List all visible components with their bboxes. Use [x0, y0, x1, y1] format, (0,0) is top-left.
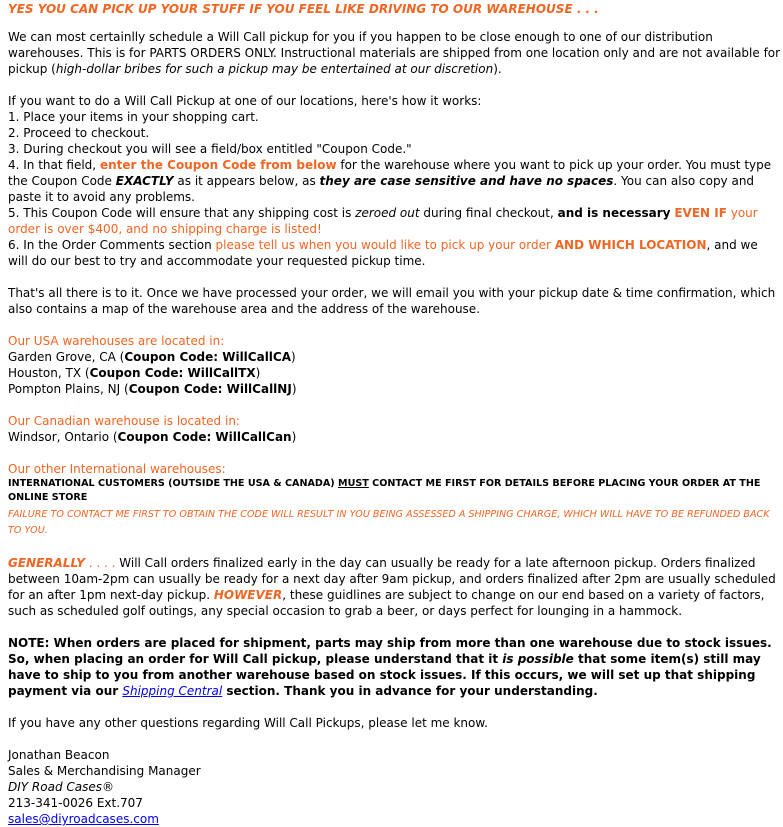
coupon-code: Coupon Code: WillCallCan: [117, 430, 292, 444]
thats-all-paragraph: That's all there is to it. Once we have processed your order, we will email you with your pickup date & time confirmation, which also contains a map of the warehouse area and the address of the warehouse.: [8, 286, 776, 316]
spacer: [8, 269, 781, 285]
howto-step-5: [8, 205, 781, 237]
howto-step-1: 1. Place your items in your shopping cart.: [8, 110, 259, 124]
signature: [8, 747, 781, 827]
warehouse-item: [8, 365, 781, 381]
note-text: NOTE: When orders are placed for shipment, parts may ship from more than one warehouse due to stock issues. So, when placing an order for Will Call pickup, please understand that it: [8, 636, 772, 666]
warehouse-item: [8, 349, 781, 365]
note-is-possible: is possible: [502, 652, 574, 666]
coupon-code: Coupon Code: WillCallNJ: [128, 382, 292, 396]
intro-italic-text: high-dollar bribes for such a pickup may be entertained at our discretion: [55, 62, 494, 76]
step5-text: 5. This Coupon Code will ensure that any shipping cost is: [8, 206, 356, 220]
howto-step-3: 3. During checkout you will see a field/box entitled "Coupon Code.": [8, 142, 412, 156]
howto-step-4: [8, 157, 781, 205]
signature-phone: 213-341-0026 Ext.707: [8, 796, 143, 810]
spacer: [8, 731, 781, 747]
usa-warehouses: [8, 333, 781, 397]
generally-paragraph: [8, 555, 781, 619]
email-link[interactable]: sales@diyroadcases.com: [8, 812, 159, 826]
howto-section: [8, 93, 781, 269]
page-headline: YES YOU CAN PICK UP YOUR STUFF IF YOU FEEL LIKE DRIVING TO OUR WAREHOUSE . . .: [8, 2, 599, 16]
canada-warehouses: [8, 413, 781, 445]
spacer: [8, 317, 781, 333]
signature-company: DIY Road Cases®: [8, 780, 115, 794]
usa-heading: Our USA warehouses are located in:: [8, 334, 225, 348]
step6-text: 6. In the Order Comments section: [8, 238, 216, 252]
step6-text: , and we will do our best to try and accommodate your requested pickup time.: [8, 238, 758, 268]
paren-close: ): [291, 382, 297, 396]
step4-text: for the warehouse where you want to pick up your order. You must type the Coupon Code: [8, 158, 772, 188]
signature-email-line: [8, 811, 781, 827]
step5-text: during final checkout,: [419, 206, 558, 220]
generally-dots: . . . .: [84, 556, 116, 570]
note-paragraph: [8, 635, 781, 699]
questions-paragraph: If you have any other questions regarding Will Call Pickups, please let me know.: [8, 716, 488, 730]
paren-close: ): [291, 430, 297, 444]
warehouse-item: [8, 381, 781, 397]
canada-heading: Our Canadian warehouse is located in:: [8, 414, 240, 428]
intl-heading: Our other International warehouses:: [8, 462, 226, 476]
however-label: HOWEVER: [213, 588, 283, 602]
warehouse-city: Houston, TX (: [8, 366, 90, 380]
step5-zeroed-out: zeroed out: [355, 206, 420, 220]
international-warehouses: [8, 461, 781, 539]
intl-notice-must: MUST: [338, 478, 369, 489]
coupon-code: Coupon Code: WillCallTX: [89, 366, 256, 380]
spacer: [8, 539, 781, 555]
warehouse-city: Windsor, Ontario (: [8, 430, 118, 444]
warehouse-city: Garden Grove, CA (: [8, 350, 125, 364]
intl-notice-text: CONTACT ME FIRST FOR DETAILS BEFORE PLACING YOUR ORDER AT THE ONLINE STORE: [8, 478, 761, 503]
generally-text: , these guidlines are subject to change on our end based on a variety of factors, such as scheduled golf outings, any special occasion to grab a beer, or days perfect for lounging in a hammock.: [8, 588, 765, 618]
intl-warning: FAILURE TO CONTACT ME FIRST TO OBTAIN THE CODE WILL RESULT IN YOU BEING ASSESSED A SHIPPING CHARGE, WHICH WILL HAVE TO BE REFUNDED BACK TO YOU.: [8, 509, 770, 536]
howto-step-2: 2. Proceed to checkout.: [8, 126, 150, 140]
step4-text: . You can also copy and paste it to avoid any problems.: [8, 174, 755, 204]
spacer: [8, 699, 781, 715]
intro-close: ).: [493, 62, 502, 76]
step6-which-location: AND WHICH LOCATION: [554, 238, 707, 252]
howto-lead: If you want to do a Will Call Pickup at one of our locations, here's how it works:: [8, 94, 482, 108]
step5-over-400: your order is over $400, and no shipping charge is listed!: [8, 206, 758, 236]
paren-close: ): [291, 350, 296, 364]
step6-tell-us: please tell us when you would like to pick up your order: [215, 238, 551, 252]
signature-name: Jonathan Beacon: [8, 748, 110, 762]
step4-case-sensitive: they are case sensitive and have no spaces: [319, 174, 614, 188]
step4-text: as it appears below, as: [173, 174, 320, 188]
spacer: [8, 445, 781, 461]
step4-text: 4. In that field,: [8, 158, 100, 172]
step5-even-if: EVEN IF: [674, 206, 727, 220]
intl-notice-text: INTERNATIONAL CUSTOMERS (OUTSIDE THE USA & CANADA): [8, 478, 339, 489]
paren-close: ): [255, 366, 261, 380]
generally-text: Will Call orders finalized early in the day can usually be ready for a late afternoon pickup. Orders finalized between 10am-2pm can usually be ready for a next day after 9am pickup, and orders finalized after 2pm are usually scheduled for an after 1pm next-day pickup.: [8, 556, 776, 602]
intl-notice: [8, 477, 781, 505]
spacer: [8, 77, 781, 93]
spacer: [8, 397, 781, 413]
shipping-central-link[interactable]: Shipping Central: [122, 684, 223, 698]
generally-label: GENERALLY: [8, 556, 85, 570]
spacer: [8, 619, 781, 635]
intro-paragraph: [8, 29, 781, 77]
coupon-code: Coupon Code: WillCallCA: [124, 350, 292, 364]
warehouse-item: [8, 429, 781, 445]
step4-emphasis: enter the Coupon Code from below: [99, 158, 337, 172]
signature-title: Sales & Merchandising Manager: [8, 764, 201, 778]
note-text: that some item(s) still may have to ship to you from another warehouse based on stock issues. If this occurs, we will set up that shipping payment via our: [8, 652, 761, 698]
step4-exactly: EXACTLY: [115, 174, 174, 188]
howto-step-6: [8, 237, 781, 269]
step5-necessary: and is necessary: [557, 206, 671, 220]
note-text: section. Thank you in advance for your understanding.: [222, 684, 598, 698]
intro-text: We can most certainlly schedule a Will Call pickup for you if you happen to be close enough to one of our distribution warehouses. This is for PARTS ORDERS ONLY. Instructional materials are shipped from one location only and are not available for pickup (: [8, 30, 781, 76]
spacer: [8, 18, 781, 29]
warehouse-city: Pompton Plains, NJ (: [8, 382, 129, 396]
